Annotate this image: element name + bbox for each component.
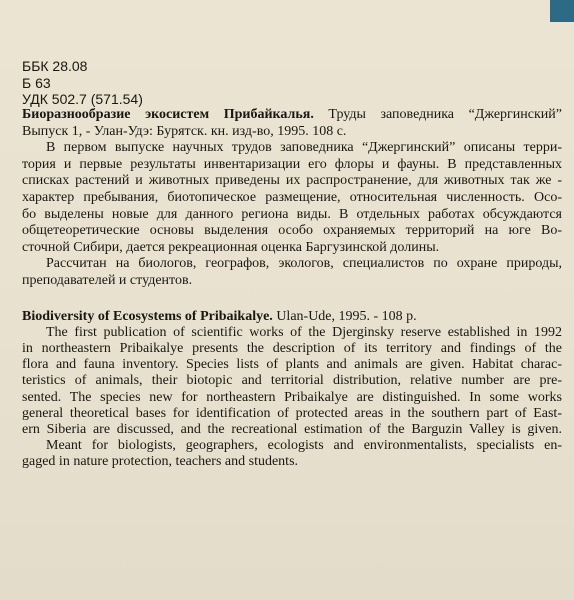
english-paragraph-line: The first publication of scientific works of the Djerginsky reserve established in 1992 <box>46 324 562 340</box>
english-paragraph-line: flora and fauna inventory. Species lists of plants and animals are given. Habitat charac- <box>22 357 562 373</box>
russian-title-rest: Труды заповедника “Джергинский” <box>328 107 562 122</box>
english-paragraph-line: in northeastern Pribaikalye presents the description of its territory and findings of the <box>22 340 562 356</box>
russian-paragraph-line: В первом выпуске научных трудов заповедника “Джергинский” описаны терри- <box>46 140 562 156</box>
russian-audience-line: преподавателей и студентов. <box>22 272 193 288</box>
russian-paragraph-line: бо выделены новые для данного региона виды. В отдельных работах обсуждаются <box>22 206 562 222</box>
english-paragraph-line: general theoretical bases for identification of protected areas in the southern part of East- <box>22 405 562 421</box>
english-paragraph-line: sented. The species new for northeastern Pribaikalye are distinguished. In some works <box>22 389 562 405</box>
russian-paragraph-line: характер пребывания, биотопическое размещение, относительная численность. Осо- <box>22 189 562 205</box>
russian-abstract <box>22 107 562 290</box>
english-audience-line: gaged in nature protection, teachers and students. <box>22 454 299 470</box>
russian-title-line <box>22 107 562 124</box>
author-mark: Б 63 <box>22 74 51 91</box>
russian-paragraph-line: общетеоретические основы выделения особо охраняемых территорий на юге Во- <box>22 223 562 239</box>
russian-audience-line: Рассчитан на биологов, географов, экологов, специалистов по охране природы, <box>46 256 562 272</box>
classification-codes <box>22 58 143 108</box>
english-title-line <box>22 309 562 325</box>
english-title-rest: Ulan-Ude, 1995. - 108 p. <box>276 308 417 324</box>
russian-title: Биоразнообразие экосистем Прибайкалья. <box>22 107 314 122</box>
english-audience-line: Meant for biologists, geographers, ecologists and environmentalists, specialists en- <box>46 438 562 454</box>
russian-paragraph-line: сточной Сибири, дается рекреационная оценка Баргузинской долины. <box>22 239 440 255</box>
abstract-text <box>22 107 562 471</box>
english-title: Biodiversity of Ecosystems of Pribaikalye. <box>22 308 273 324</box>
udk-code: УДК 502.7 (571.54) <box>22 91 143 107</box>
english-paragraph-line: teristics of animals, their biotopic and territorial distribution, relative number are pre- <box>22 373 562 389</box>
english-paragraph-line: ern Siberia are discussed, and the recreational estimation of the Barguzin Valley is given. <box>22 421 562 437</box>
cover-edge <box>550 0 574 22</box>
bbk-code: ББК 28.08 <box>22 58 88 74</box>
russian-paragraph-line: списках растений и животных приведены их распространение, для животных так же - <box>22 173 562 189</box>
russian-publication-line: Выпуск 1, - Улан-Удэ: Бурятск. кн. изд-во, 1995. 108 с. <box>22 123 347 139</box>
english-abstract <box>22 309 562 471</box>
russian-paragraph-line: тория и первые результаты инвентаризации его флоры и фауны. В представленных <box>22 156 562 172</box>
